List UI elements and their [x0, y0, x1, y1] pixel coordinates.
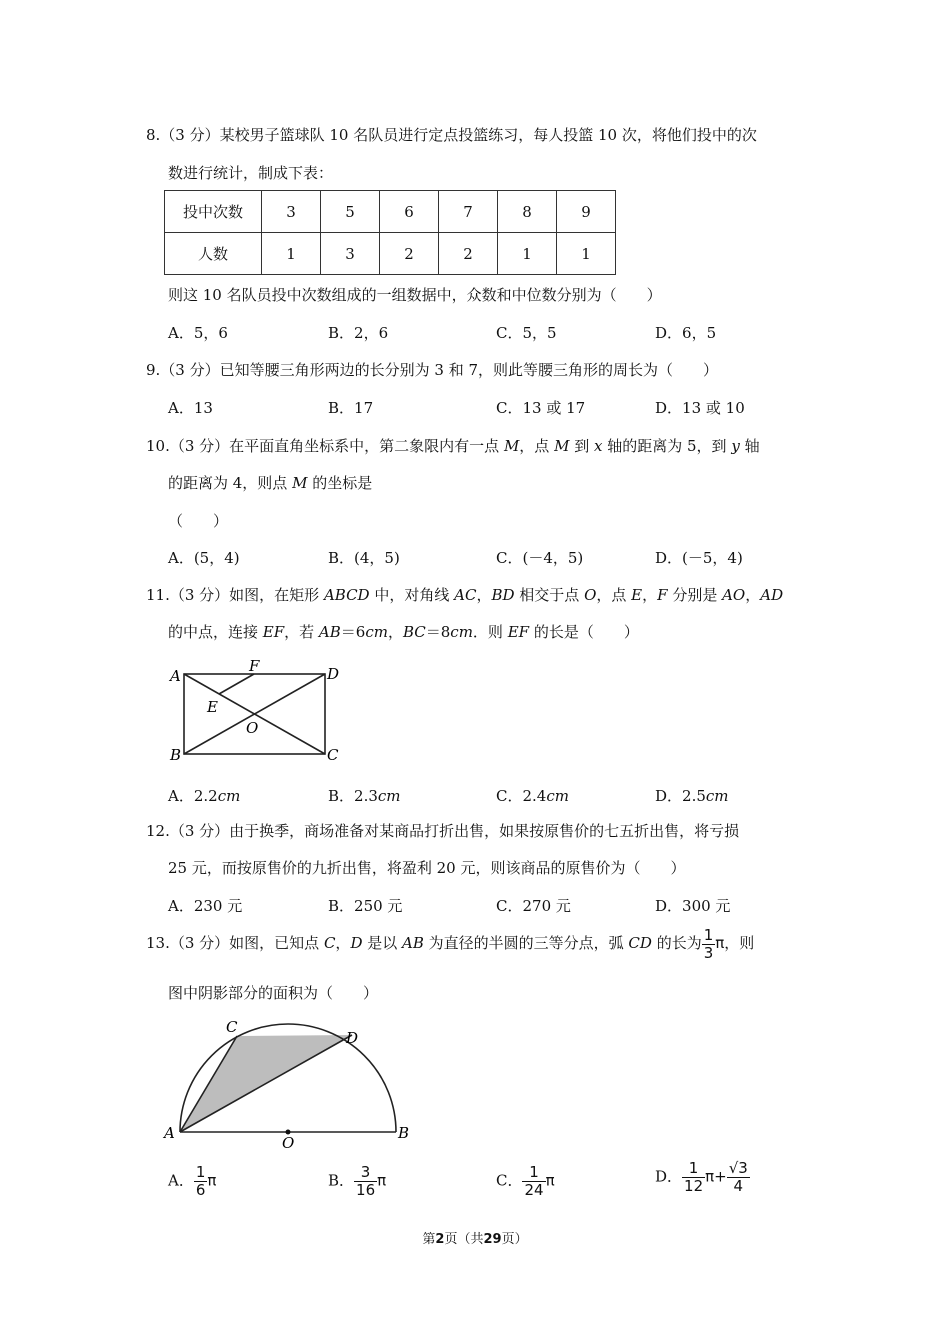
table-cell: 1	[262, 233, 321, 275]
table-header-cell: 投中次数	[165, 191, 262, 233]
q12-line2: 25 元，而按原售价的九折出售，将盈利 20 元，则该商品的原售价为（ ）	[168, 859, 686, 877]
q11-option-d[interactable]: D．2.5cm	[655, 787, 729, 805]
q13-line1: 13.（3 分）如图，已知点 C，D 是以 AB 为直径的半圆的三等分点，弧 CD 的长为 $\frac{1}{3}$ π，则	[146, 925, 755, 962]
table-cell: 1	[498, 233, 557, 275]
segment-ef	[219, 674, 254, 694]
q10-option-c[interactable]: C．(－4，5)	[496, 549, 584, 567]
table-header-cell: 人数	[165, 233, 262, 275]
q13-option-c[interactable]: C． $\frac{1}{24}$ π	[496, 1163, 555, 1199]
fraction: $\frac{3}{16}$	[356, 1163, 376, 1199]
q12-option-c[interactable]: C．270 元	[496, 897, 571, 915]
table-cell: 1	[557, 233, 616, 275]
label-e: E	[207, 698, 218, 716]
label-d: D	[346, 1029, 359, 1047]
q10-line3: （ ）	[168, 512, 229, 530]
label-a: A	[164, 1124, 175, 1142]
table-cell: 2	[439, 233, 498, 275]
table-row	[165, 191, 616, 233]
q13-option-b[interactable]: B． $\frac{3}{16}$ π	[328, 1163, 387, 1199]
q12-option-b[interactable]: B．250 元	[328, 897, 403, 915]
sqrt-fraction: $\frac{√3}{4}$	[728, 1159, 748, 1195]
q11-option-c[interactable]: C．2.4cm	[496, 787, 569, 805]
q10-line2: 的距离为 4，则点 M 的坐标是	[168, 474, 373, 492]
q11-option-a[interactable]: A．2.2cm	[168, 787, 241, 805]
q8-question: 则这 10 名队员投中次数组成的一组数据中，众数和中位数分别为（ ）	[168, 286, 662, 304]
q9-text: 9.（3 分）已知等腰三角形两边的长分别为 3 和 7，则此等腰三角形的周长为（ ）	[146, 361, 719, 379]
q10-option-b[interactable]: B．(4，5)	[328, 549, 400, 567]
label-b: B	[398, 1124, 410, 1142]
arc-length-fraction: $\frac{1}{3}$	[703, 925, 714, 962]
table-cell: 3	[262, 191, 321, 233]
rectangle-figure	[160, 654, 350, 766]
label-o: O	[246, 719, 259, 737]
q11-line2: 的中点，连接 EF，若 AB＝6cm，BC＝8cm．则 EF 的长是（ ）	[168, 623, 639, 641]
q8-line2: 数进行统计，制成下表：	[168, 164, 334, 182]
label-o: O	[282, 1134, 295, 1152]
q8-line1: 8.（3 分）某校男子篮球队 10 名队员进行定点投篮练习，每人投篮 10 次，将他们投中的次	[146, 126, 757, 144]
q12-line1: 12.（3 分）由于换季，商场准备对某商品打折出售，如果按原售价的七五折出售，将亏损	[146, 822, 740, 840]
table-cell: 2	[380, 233, 439, 275]
q8-option-a[interactable]: A．5，6	[168, 324, 228, 342]
q13-line2: 图中阴影部分的面积为（ ）	[168, 984, 379, 1002]
q9-option-a[interactable]: A．13	[168, 399, 213, 417]
label-c: C	[327, 746, 339, 764]
q9-option-b[interactable]: B．17	[328, 399, 374, 417]
table-cell: 5	[321, 191, 380, 233]
label-d: D	[327, 665, 340, 683]
q9-option-d[interactable]: D．13 或 10	[655, 399, 745, 417]
table-cell: 8	[498, 191, 557, 233]
q13-option-d[interactable]: D． $\frac{1}{12}$ π+ $\frac{√3}{4}$	[655, 1159, 748, 1195]
table-cell: 3	[321, 233, 380, 275]
label-f: F	[249, 657, 260, 675]
q8-option-b[interactable]: B．2，6	[328, 324, 389, 342]
q10-line1: 10.（3 分）在平面直角坐标系中，第二象限内有一点 M，点 M 到 x 轴的距离为 5，到 y 轴	[146, 437, 760, 455]
q11-line1: 11.（3 分）如图，在矩形 ABCD 中，对角线 AC，BD 相交于点 O，点 E，F 分别是 AO，AD	[146, 586, 784, 604]
frequency-table	[164, 190, 616, 275]
q12-option-d[interactable]: D．300 元	[655, 897, 731, 915]
q9-option-c[interactable]: C．13 或 17	[496, 399, 586, 417]
q8-option-d[interactable]: D．6，5	[655, 324, 717, 342]
table-row	[165, 233, 616, 275]
q11-option-b[interactable]: B．2.3cm	[328, 787, 401, 805]
label-c: C	[226, 1018, 238, 1036]
fraction: $\frac{1}{12}$	[684, 1159, 704, 1195]
q8-option-c[interactable]: C．5，5	[496, 324, 557, 342]
table-cell: 6	[380, 191, 439, 233]
q10-option-d[interactable]: D．(－5，4)	[655, 549, 743, 567]
page-footer: 第2页（共29页）	[422, 1232, 528, 1247]
q13-option-a[interactable]: A． $\frac{1}{6}$ π	[168, 1163, 217, 1199]
fraction: $\frac{1}{24}$	[524, 1163, 544, 1199]
fraction: $\frac{1}{6}$	[195, 1163, 206, 1199]
table-cell: 7	[439, 191, 498, 233]
label-a: A	[170, 667, 181, 685]
table-cell: 9	[557, 191, 616, 233]
q10-option-a[interactable]: A．(5，4)	[168, 549, 240, 567]
label-b: B	[170, 746, 182, 764]
semicircle-figure	[160, 1014, 420, 1154]
q12-option-a[interactable]: A．230 元	[168, 897, 243, 915]
